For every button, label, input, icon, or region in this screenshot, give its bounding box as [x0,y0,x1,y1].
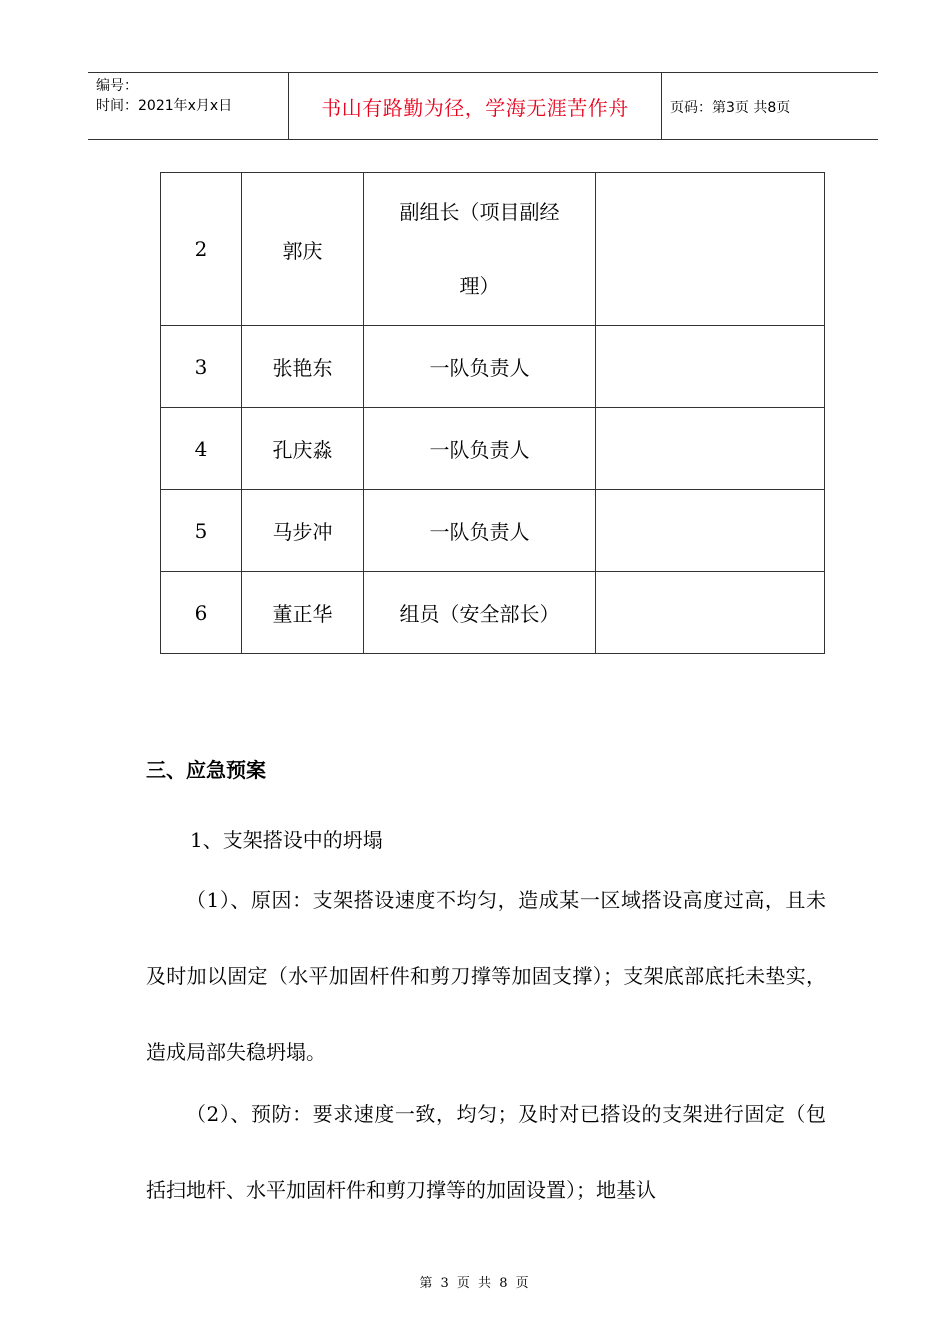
roster-table [160,172,825,654]
paragraph-prevention: （2）、预防：要求速度一致，均匀；及时对已搭设的支架进行固定（包括扫地杆、水平加固杆件和剪刀撑等的加固设置）；地基认 [146,1102,826,1202]
page-footer: 第 3 页 共 8 页 [419,1276,531,1291]
subsection-title: 1、支架搭设中的坍塌 [190,828,383,852]
section-title: 三、应急预案 [146,758,266,782]
table-row [161,572,825,654]
cell-no: 4 [161,408,242,490]
cell-no: 6 [161,572,242,654]
cell-note [596,326,825,408]
cell-role-text: 副组长（项目副经理） [399,200,560,298]
cell-note [596,572,825,654]
header-page-info: 页码：第3页 共8页 [670,100,791,116]
table-row [161,173,825,326]
cell-name: 郭庆 [242,173,364,326]
cell-role: 一队负责人 [364,326,596,408]
date-label: 时间：2021年x月x日 [96,98,233,114]
header-top-rule [88,72,878,73]
cell-role: 组员（安全部长） [364,572,596,654]
table-row [161,490,825,572]
cell-note [596,408,825,490]
cell-name: 马步冲 [242,490,364,572]
header-motto: 书山有路勤为径，学海无涯苦作舟 [321,96,629,120]
table-row [161,326,825,408]
table-row [161,408,825,490]
cell-no: 2 [161,173,242,326]
header-bottom-rule [88,139,878,140]
cell-role: 一队负责人 [364,490,596,572]
header-divider-right [661,72,662,139]
cell-note [596,173,825,326]
cell-note [596,490,825,572]
cell-no: 3 [161,326,242,408]
cell-role [364,173,596,326]
cell-name: 张艳东 [242,326,364,408]
cell-name: 孔庆淼 [242,408,364,490]
cell-role: 一队负责人 [364,408,596,490]
header-meta [96,76,232,116]
paragraph-cause: （1）、原因：支架搭设速度不均匀，造成某一区域搭设高度过高，且未及时加以固定（水平加固杆件和剪刀撑等加固支撑）；支架底部底托未垫实，造成局部失稳坍塌。 [146,888,826,1064]
cell-name: 董正华 [242,572,364,654]
serial-label: 编号： [96,78,138,94]
cell-no: 5 [161,490,242,572]
